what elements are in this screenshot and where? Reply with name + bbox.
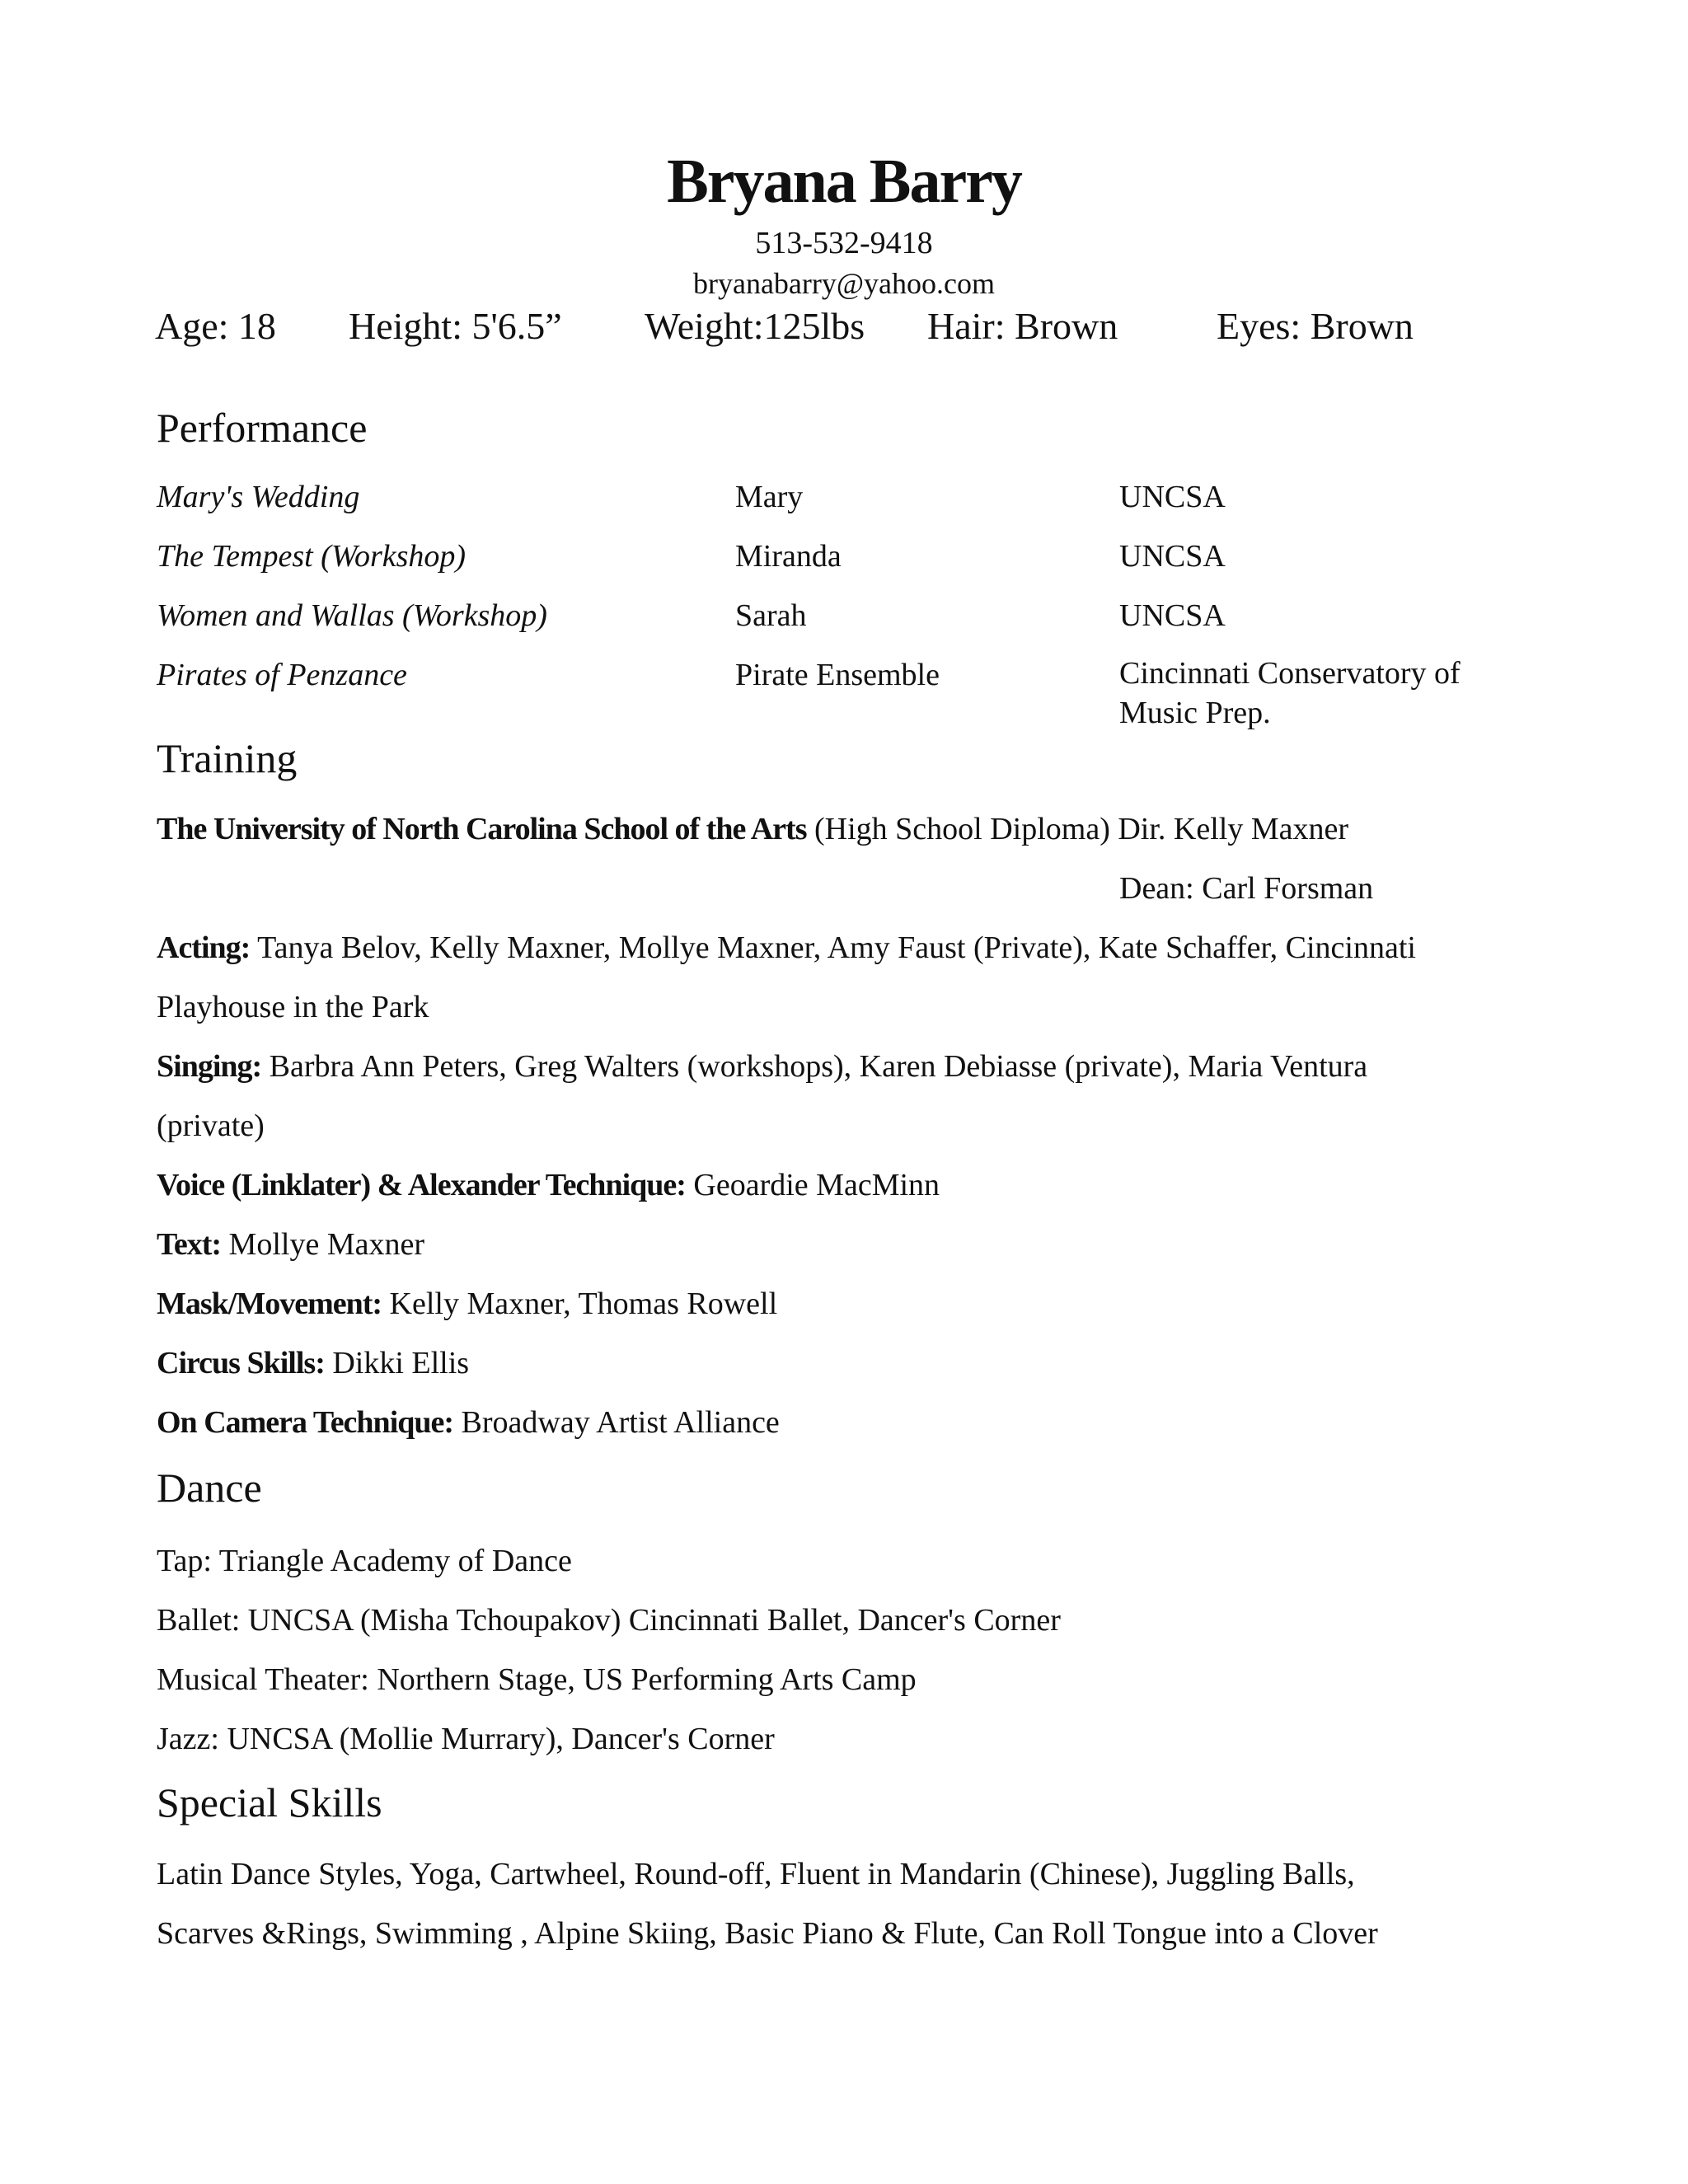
special-skills-heading: Special Skills xyxy=(157,1779,382,1825)
stat-hair: Hair: Brown xyxy=(927,305,1118,347)
text-label: Text: xyxy=(157,1227,222,1262)
stat-eyes: Eyes: Brown xyxy=(1217,305,1414,347)
circus-value: Dikki Ellis xyxy=(324,1346,470,1380)
training-mask xyxy=(157,1286,777,1324)
training-singing xyxy=(157,1048,1367,1086)
acting-label: Acting: xyxy=(157,930,251,965)
resume-name: Bryana Barry xyxy=(667,147,1021,216)
mask-label: Mask/Movement: xyxy=(157,1286,382,1321)
singing-value: Barbra Ann Peters, Greg Walters (workshops), Karen Debiasse (private), Maria Ventura xyxy=(261,1049,1368,1084)
dance-tap: Tap: Triangle Academy of Dance xyxy=(157,1544,572,1578)
performance-show: The Tempest (Workshop) xyxy=(157,539,467,574)
stat-weight: Weight:125lbs xyxy=(645,305,865,347)
acting-value-continued: Playhouse in the Park xyxy=(157,990,429,1024)
performance-venue: Cincinnati Conservatory of Music Prep. xyxy=(1119,656,1461,730)
performance-role: Miranda xyxy=(735,539,842,574)
stat-age: Age: 18 xyxy=(155,305,276,347)
performance-show: Mary's Wedding xyxy=(157,480,360,514)
training-school-line xyxy=(157,811,1348,849)
performance-show: Women and Wallas (Workshop) xyxy=(157,598,547,633)
camera-label: On Camera Technique: xyxy=(157,1405,454,1440)
dance-musical-theater: Musical Theater: Northern Stage, US Performing Arts Camp xyxy=(157,1662,917,1697)
performance-heading: Performance xyxy=(157,405,368,451)
singing-label: Singing: xyxy=(157,1049,262,1084)
dance-ballet: Ballet: UNCSA (Misha Tchoupakov) Cincinnati Ballet, Dancer's Corner xyxy=(157,1603,1061,1638)
special-skills-line: Scarves &Rings, Swimming , Alpine Skiing, Basic Piano & Flute, Can Roll Tongue into a Clover xyxy=(157,1916,1378,1951)
performance-venue: UNCSA xyxy=(1119,598,1226,633)
voice-value: Geoardie MacMinn xyxy=(685,1168,940,1202)
performance-show: Pirates of Penzance xyxy=(157,658,407,692)
training-acting xyxy=(157,930,1416,968)
dance-heading: Dance xyxy=(157,1465,262,1511)
phone-number: 513-532-9418 xyxy=(755,226,933,260)
performance-role: Sarah xyxy=(735,598,807,633)
performance-venue: UNCSA xyxy=(1119,539,1226,574)
training-camera xyxy=(157,1404,780,1442)
performance-role: Mary xyxy=(735,480,804,514)
circus-label: Circus Skills: xyxy=(157,1346,325,1380)
school-dean: Dean: Carl Forsman xyxy=(1119,871,1374,906)
voice-label: Voice (Linklater) & Alexander Technique: xyxy=(157,1168,686,1202)
performance-venue: UNCSA xyxy=(1119,480,1226,514)
camera-value: Broadway Artist Alliance xyxy=(453,1405,780,1440)
special-skills-line: Latin Dance Styles, Yoga, Cartwheel, Round-off, Fluent in Mandarin (Chinese), Juggling Balls, xyxy=(157,1857,1355,1891)
singing-value-continued: (private) xyxy=(157,1108,265,1143)
email-address: bryanabarry@yahoo.com xyxy=(692,267,995,300)
training-text xyxy=(157,1226,424,1264)
training-circus xyxy=(157,1345,469,1383)
dance-jazz: Jazz: UNCSA (Mollie Murrary), Dancer's Corner xyxy=(157,1722,775,1756)
school-details: (High School Diploma) Dir. Kelly Maxner xyxy=(806,812,1349,846)
mask-value: Kelly Maxner, Thomas Rowell xyxy=(382,1286,778,1321)
training-heading: Training xyxy=(157,735,298,781)
stat-height: Height: 5'6.5” xyxy=(349,305,562,347)
text-value: Mollye Maxner xyxy=(221,1227,424,1262)
school-name: The University of North Carolina School of the Arts xyxy=(157,812,807,846)
performance-role: Pirate Ensemble xyxy=(735,658,940,692)
training-voice xyxy=(157,1167,940,1205)
acting-value: Tanya Belov, Kelly Maxner, Mollye Maxner, Amy Faust (Private), Kate Schaffer, Cincinnati xyxy=(250,930,1416,965)
